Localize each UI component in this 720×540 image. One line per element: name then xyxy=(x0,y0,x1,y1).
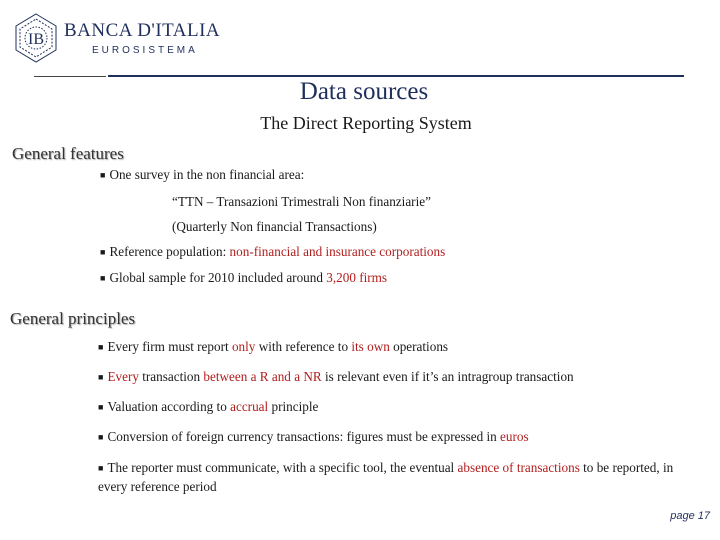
banca-italia-logo-icon xyxy=(12,12,60,64)
survey-name: “TTN – Transazioni Trimestrali Non finanziarie” xyxy=(172,194,431,209)
section-heading-principles: General principles xyxy=(10,309,136,328)
bullet-icon: ■ xyxy=(100,273,106,283)
bullet-icon: ■ xyxy=(98,372,104,382)
page-subtitle: The Direct Reporting System xyxy=(260,113,472,133)
bullet-icon: ■ xyxy=(100,170,106,180)
list-item: ■ Every firm must report only with reference to its own operations xyxy=(98,339,449,354)
survey-translation: (Quarterly Non financial Transactions) xyxy=(172,219,377,234)
svg-text:IB: IB xyxy=(28,31,44,48)
bullet-icon: ■ xyxy=(98,463,104,473)
list-item: ■ The reporter must communicate, with a specific tool, the eventual absence of transactions to be reported, in every reference period xyxy=(98,460,674,494)
list-item: ■ Valuation according to accrual principle xyxy=(98,399,319,414)
brand-name: BANCA D'ITALIA xyxy=(64,20,221,41)
bullet-icon: ■ xyxy=(100,247,106,257)
list-item: ■ Conversion of foreign currency transactions: figures must be expressed in euros xyxy=(98,429,529,444)
brand-subtitle: EUROSISTEMA xyxy=(92,45,198,56)
header-divider xyxy=(108,75,684,77)
section-heading-features: General features xyxy=(12,144,124,163)
bullet-icon: ■ xyxy=(98,342,104,352)
header-divider-left xyxy=(34,76,106,77)
bullet-icon: ■ xyxy=(98,402,104,412)
list-item: ■ One survey in the non financial area: xyxy=(100,167,305,182)
list-item: ■ Reference population: non-financial and insurance corporations xyxy=(100,244,446,259)
page-number: page 17 xyxy=(670,510,710,522)
bullet-icon: ■ xyxy=(98,432,104,442)
list-item: ■ Every transaction between a R and a NR is relevant even if it’s an intragroup transaction xyxy=(98,369,574,384)
page-title: Data sources xyxy=(299,78,429,105)
list-item: ■ Global sample for 2010 included around 3,200 firms xyxy=(100,270,388,285)
